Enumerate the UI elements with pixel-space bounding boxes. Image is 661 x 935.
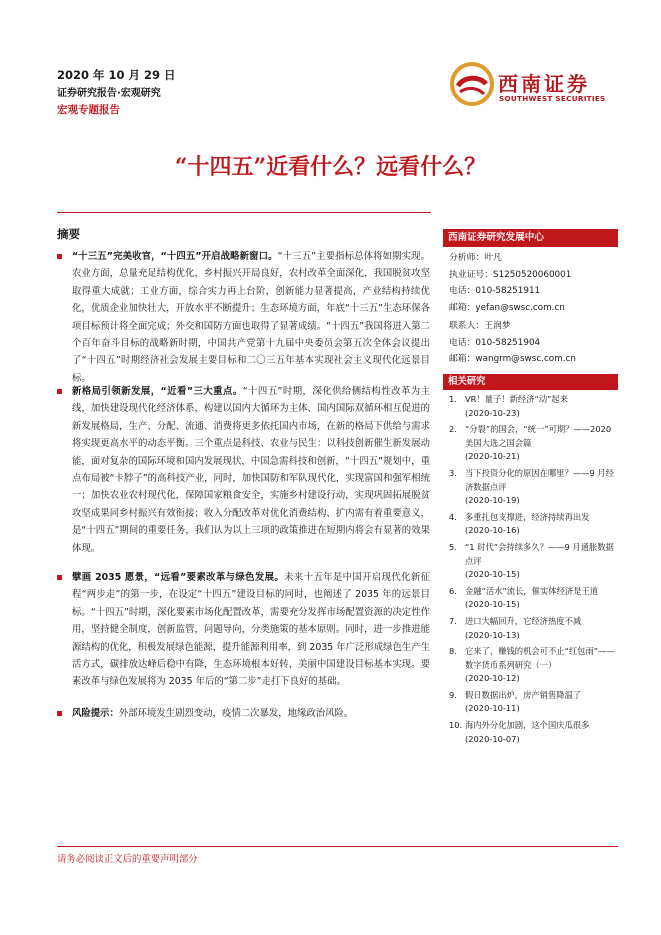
abstract-paragraph-1 (57, 248, 430, 387)
list-item[interactable]: 8. 它来了，赚钱的机会可不止“红包雨”——数字货币系列研究（一） (2020-10-12) (449, 646, 615, 684)
abstract-paragraph-3 (57, 569, 430, 691)
email-label: 邮箱： (449, 354, 476, 364)
paragraph-body: 外部环境发生剧烈变动，疫情二次暴发，地缘政治风险。 (118, 708, 354, 719)
paragraph-body: 未来十五年是中国开启现代化新征程“两步走”的第一步，在设定“十四五”建设目标的同时，也阐述了 2035 年的远景目标。“十四五”时期，深化要素市场化配置改革，需要充分发挥市场配置资源的决定性作用，坚持健全制度，创新监管，问题导向，分类施策的基本原则。同时，进一步推进能源结构的优化，积极发展绿色能源，提升能源利用率，到 2035 年广泛形成绿色生产生活方式，碳排放达峰后稳中有降，生态环境根本好转，美丽中国建设目标基本实现。要素改革与绿色发展将为 2035 年后的“第二步”走打下良好的基础。 (72, 572, 430, 688)
bullet-icon (57, 389, 62, 394)
abstract-heading: 摘要 (57, 227, 80, 241)
related-research-header: 相关研究 (443, 374, 618, 390)
analyst-phone: 010-58251911 (475, 286, 541, 296)
company-logo (450, 62, 620, 110)
list-item[interactable]: 9. 假日数据出炉，房产销售降温了 (2020-10-11) (449, 689, 582, 714)
title-divider (57, 212, 431, 213)
list-item[interactable]: 5. “1 时代”会持续多久？——9 月通胀数据点评 (2020-10-15) (449, 541, 614, 580)
list-item[interactable]: 7. 进口大幅回升，它经济热度不减 (2020-10-13) (449, 615, 582, 640)
email-label: 邮箱： (449, 302, 476, 313)
logo-chinese-name: 西南证券 (498, 72, 590, 96)
paragraph-lead: “十三五”完美收官，“十四五”开启战略新窗口。 (72, 251, 278, 262)
cert-number: S1250520060001 (493, 269, 572, 280)
related-research-list (449, 393, 621, 749)
risk-warning (57, 705, 430, 722)
research-center-header: 西南证券研究发展中心 (443, 229, 618, 247)
report-subtype: 宏观专题报告 (57, 104, 120, 116)
contact-email[interactable]: wangrm@swsc.com.cn (475, 354, 576, 364)
abstract-paragraph-2 (57, 383, 430, 557)
list-item[interactable]: 6. 金融“活水”流长，催实体经济是王道 (2020-10-15) (449, 585, 599, 610)
list-item[interactable]: 3. 当下投资分化的原因在哪里？——9 月经济数据点评 (2020-10-19) (449, 467, 614, 506)
footer-disclaimer: 请务必阅读正文后的重要声明部分 (57, 854, 198, 865)
paragraph-body: “十三五”主要指标总体将如期实现。农业方面，总量充足结构优化，乡村振兴开局良好，农村改革全面深化，我国脱贫攻坚取得重大成就；工业方面，综合实力再上台阶，创新能力显著提高，产业结构持续优化，优质企业加快壮大，开放水平不断提升；生态环境方面，年底“十三五”生态环保各项目标预计将全面完成；外交和国防方面也取得了显著成绩。“十四五”我国将进入第二个百年奋斗目标的战略新时期，中国共产党第十九届中央委员会第五次全体会议提出了“十四五”时期经济社会发展主要目标和二〇三五年基本实现社会主义现代化远景目标。 (72, 251, 430, 384)
paragraph-body: “十四五”时期，深化供给侧结构性改革为主线，加快建设现代化经济体系，构建以国内大循环为主体、国内国际双循环相互促进的新发展格局，生产、分配、流通、消费将更多依托国内市场，在新的格局下供给与需求将实现更高水平的动态平衡。三个重点是科技、农业与民生：以科技创新催生新发展动能，面对复杂的国际环境和国内发展现状，中国急需科技和创新，“十四五”规划中，重点布局被“卡脖子”的高科技产业，同时，加快国防和军队现代化，实现富国和强军相统一；加快农业农村现代化，保障国家粮食安全，实施乡村建设行动，实现巩固拓展脱贫攻坚成果同乡村振兴有效衔接；收入分配改革对优化消费结构、扩内需有着重要意义，是“十四五”期间的重要任务，我们认为以上三项的政策推进在短期内将会有显著的效果体现。 (72, 386, 431, 554)
cert-label: 执业证号： (449, 269, 493, 280)
paragraph-lead: 新格局引领新发展，“近看”三大重点。 (72, 386, 243, 397)
contact-label: 联系人： (449, 321, 485, 331)
phone-label: 电话： (449, 286, 476, 296)
list-item[interactable]: 1. VR！量子！新经济“动”起来 (2020-10-23) (449, 394, 569, 418)
contact-person (449, 318, 617, 368)
bullet-icon (57, 711, 62, 716)
list-item[interactable]: 2. “分裂”的国会，“统一”可期？——2020 美国大选之国会篇 (2020-10-21) (449, 424, 612, 462)
report-date: 2020 年 10 月 29 日 (57, 68, 176, 82)
footer-divider (57, 846, 618, 847)
analyst-name: 叶凡 (484, 253, 502, 263)
analyst-contact (449, 250, 617, 316)
analyst-label: 分析师： (449, 253, 485, 263)
paragraph-lead: 擘画 2035 愿景，“远看”要素改革与绿色发展。 (72, 572, 285, 583)
phone-label: 电话： (449, 337, 476, 348)
list-item[interactable]: 4. 多重扎包支撑进，经济持续再出发 (2020-10-16) (449, 511, 590, 536)
report-type: 证券研究报告·宏观研究 (57, 88, 161, 99)
contact-name: 王润梦 (484, 321, 511, 331)
paragraph-lead: 风险提示： (72, 708, 119, 719)
analyst-email[interactable]: yefan@swsc.com.cn (475, 302, 565, 313)
logo-english-name: SOUTHWEST SECURITIES (499, 94, 606, 103)
page-title: “十四五”近看什么？远看什么？ (174, 154, 487, 180)
logo-mark-icon (450, 62, 494, 106)
bullet-icon (57, 254, 62, 259)
list-item[interactable]: 10. 海内外分化加剧，这个国庆瓜很多 (2020-10-07) (449, 720, 590, 744)
bullet-icon (57, 575, 62, 580)
contact-phone: 010-58251904 (475, 337, 541, 348)
